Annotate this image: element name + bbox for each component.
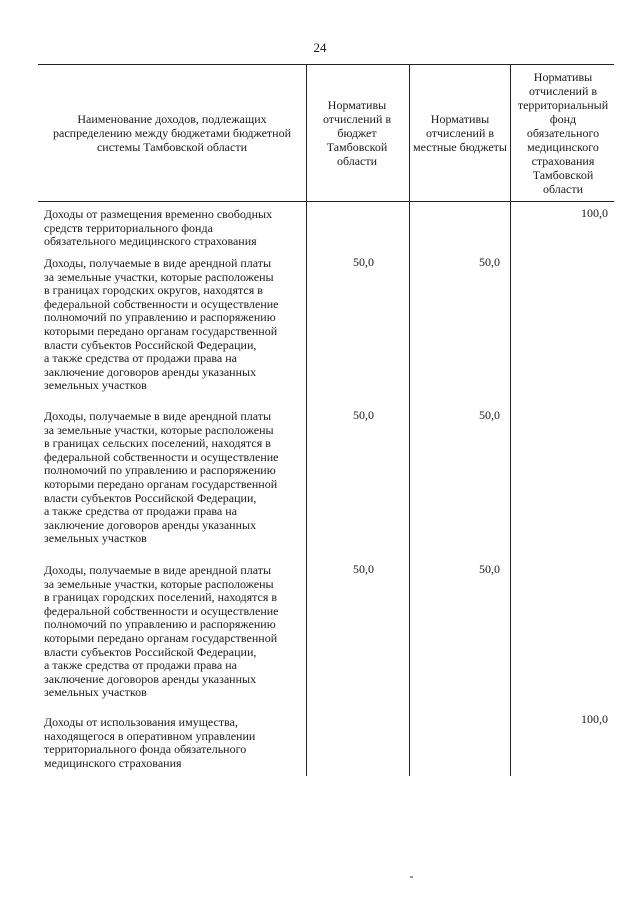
- header-name: Наименование доходов, подлежащих распределению между бюджетами бюджетной системы Тамбовской области: [53, 111, 291, 154]
- page-number: 24: [313, 40, 327, 55]
- header-local-budgets: Нормативы отчислений в местные бюджеты: [413, 111, 507, 154]
- column-divider-2: [409, 64, 410, 776]
- scan-speck: [410, 876, 413, 878]
- header-regional-budget: Нормативы отчислений в бюджет Тамбовской области: [322, 97, 392, 168]
- row-fund-value: 100,0: [581, 206, 608, 220]
- column-divider-3: [510, 64, 511, 776]
- header-medical-fund: Нормативы отчислений в территориальный фонд обязательного медицинского страхования Тамбовской области: [517, 69, 609, 196]
- row-local-value: 50,0: [479, 255, 500, 269]
- table-row-name: Доходы, получаемые в виде арендной платы за земельные участки, которые расположены в границах городских поселений, находятся в федеральной собственности и осуществление полномочий по управлению и распоряжению которыми передано органам государственной власти субъектов Российской Федерации, а также средства от продажи права на заключение договоров аренды указанных земельных участков: [44, 563, 279, 700]
- table-row-name: Доходы, получаемые в виде арендной платы за земельные участки, которые расположены в границах сельских поселений, находятся в федеральной собственности и осуществление полномочий по управлению и распоряжению которыми передано органам государственной власти субъектов Российской Федерации, а также средства от продажи права на заключение договоров аренды указанных земельных участков: [44, 409, 279, 546]
- row-regional-value: 50,0: [353, 562, 374, 576]
- row-local-value: 50,0: [479, 408, 500, 422]
- table-row-name: Доходы от использования имущества, находящегося в оперативном управлении территориального фонда обязательного медицинского страхования: [44, 715, 256, 770]
- row-regional-value: 50,0: [353, 255, 374, 269]
- row-local-value: 50,0: [479, 562, 500, 576]
- table-row-name: Доходы от размещения временно свободных средств территориального фонда обязательного медицинского страхования: [44, 207, 273, 249]
- row-fund-value: 100,0: [581, 712, 608, 726]
- header-bottom-rule: [38, 201, 614, 202]
- row-regional-value: 50,0: [353, 408, 374, 422]
- column-divider-1: [306, 64, 307, 776]
- table-row-name: Доходы, получаемые в виде арендной платы за земельные участки, которые расположены в границах городских округов, находятся в федеральной собственности и осуществление полномочий по управлению и распоряжению которыми передано органам государственной власти субъектов Российской Федерации, а также средства от продажи права на заключение договоров аренды указанных земельных участков: [44, 256, 279, 393]
